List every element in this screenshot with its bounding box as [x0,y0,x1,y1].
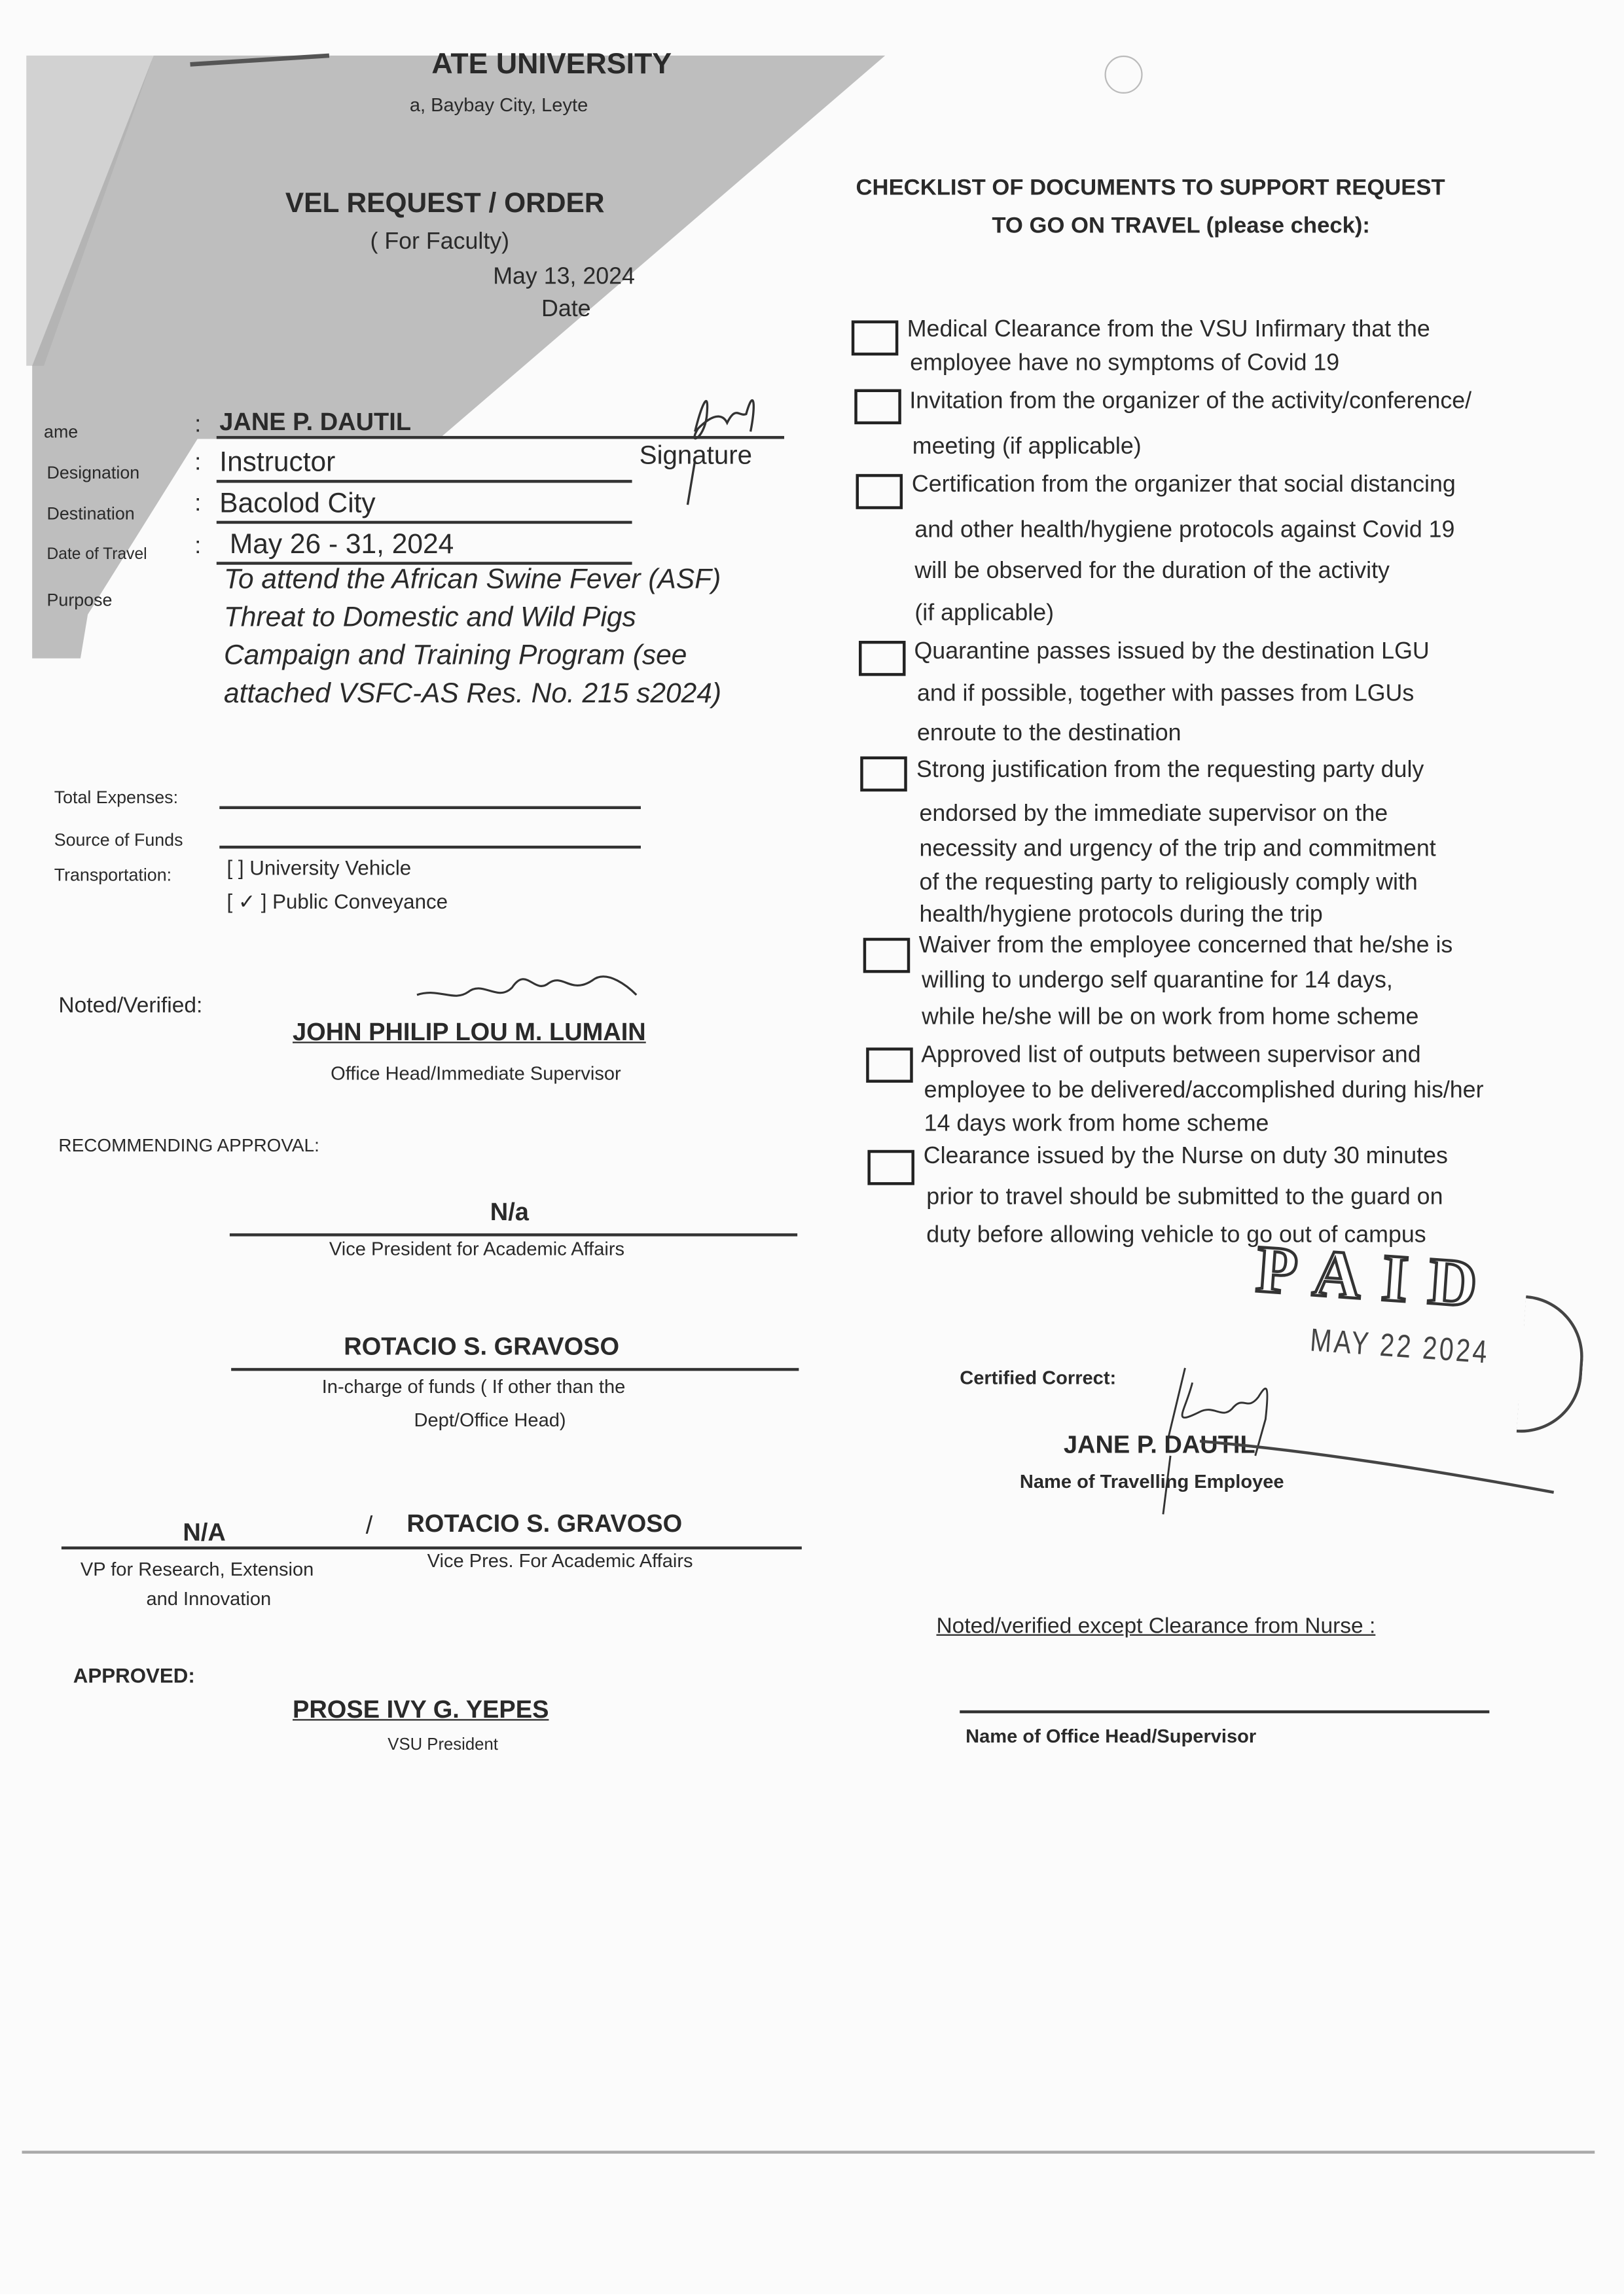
vpre-name: N/A [183,1519,226,1547]
checklist-checkbox[interactable] [868,1150,915,1185]
approved-label: APPROVED: [73,1663,195,1688]
destination-label: Destination [46,503,135,524]
destination-value: Bacolod City [219,488,376,520]
checklist-item-text: 14 days work from home scheme [924,1111,1269,1137]
checklist-item-text: Strong justification from the requesting party duly [916,757,1424,783]
checklist-item-text: Medical Clearance from the VSU Infirmary that the [907,317,1430,343]
checklist-item-text: and other health/hygiene protocols against Covid 19 [914,518,1455,543]
president-name: PROSE IVY G. YEPES [293,1695,549,1724]
vpaa-line [230,1233,797,1236]
signature-label: Signature [639,440,752,470]
request-date: May 13, 2024 [493,264,635,290]
vpaa-name: N/a [490,1198,529,1227]
designation-value: Instructor [219,447,336,479]
stamp-word: PAID [1254,1231,1500,1323]
checklist-checkbox[interactable] [854,389,901,425]
form-subtitle: ( For Faculty) [370,229,510,255]
paid-stamp [1235,1231,1591,1434]
checklist-item-text: employee have no symptoms of Covid 19 [910,351,1340,376]
funds-line [231,1368,799,1371]
checklist-checkbox[interactable] [856,474,903,509]
purpose-line: attached VSFC-AS Res. No. 215 s2024) [223,679,722,710]
checklist-item-text: Waiver from the employee concerned that he/she is [918,933,1453,958]
certified-correct-label: Certified Correct: [960,1366,1117,1389]
supervisor-name: JOHN PHILIP LOU M. LUMAIN [293,1018,646,1047]
checklist-title: TO GO ON TRAVEL (please check): [992,213,1370,239]
date-of-travel-colon: : [194,533,202,559]
destination-line [217,521,632,524]
checklist-checkbox[interactable] [865,1047,912,1083]
checklist-item-text: enroute to the destination [916,721,1182,746]
destination-colon: : [194,491,202,516]
checklist-item-text: and if possible, together with passes from LGUs [916,681,1415,707]
checklist-title: CHECKLIST OF DOCUMENTS TO SUPPORT REQUEST [856,175,1445,201]
checklist-item-text: endorsed by the immediate supervisor on the [919,801,1388,827]
recommending-approval-label: RECOMMENDING APPROVAL: [58,1135,319,1156]
checklist-item-text: Approved list of outputs between supervisor and [921,1043,1421,1068]
supervisor-title: Office Head/Immediate Supervisor [331,1062,621,1085]
checklist-item-text: Invitation from the organizer of the activity/conference/ [909,389,1472,414]
funds-title: Dept/Office Head) [414,1409,566,1431]
checklist-item-text: employee to be delivered/accomplished during his/her [924,1078,1484,1104]
checklist-item-text: health/hygiene protocols during the trip [919,903,1323,928]
travelling-employee-name: JANE P. DAUTIL [1063,1430,1255,1459]
vpre-title: and Innovation [146,1587,272,1610]
president-title: VSU President [388,1737,498,1754]
purpose-line: Campaign and Training Program (see [223,640,687,672]
checklist-item-text: prior to travel should be submitted to the guard on [926,1185,1443,1210]
date-of-travel-label: Date of Travel [46,545,147,564]
name-colon: : [194,412,202,438]
funds-title: In-charge of funds ( If other than the [321,1375,626,1398]
checklist-checkbox[interactable] [863,938,911,973]
name-value: JANE P. DAUTIL [219,408,412,437]
funds-incharge-name: ROTACIO S. GRAVOSO [344,1333,620,1361]
travelling-employee-title: Name of Travelling Employee [1019,1470,1284,1492]
purpose-line: To attend the African Swine Fever (ASF) [223,564,721,596]
option-label: University Vehicle [249,856,412,880]
vp-line [62,1547,802,1549]
checklist-item-text: (if applicable) [914,601,1055,626]
noted-except-label: Noted/verified except Clearance from Nurse : [936,1614,1376,1639]
name-label: ame [44,421,79,443]
source-of-funds-label: Source of Funds [54,829,183,850]
checkbox-mark: [ ] [226,856,244,880]
logo-mark [1105,56,1143,94]
checklist-item-text: of the requesting party to religiously comply with [919,870,1418,895]
office-head-line [960,1710,1489,1713]
checklist-item-text: Certification from the organizer that social distancing [911,472,1456,497]
checklist-item-text: meeting (if applicable) [912,434,1142,460]
date-label: Date [541,297,591,322]
checklist-item-text: duty before allowing vehicle to go out of campus [926,1223,1426,1248]
checklist-item-text: Clearance issued by the Nurse on duty 30 minutes [923,1144,1448,1169]
total-expenses-label: Total Expenses: [54,787,179,808]
checklist-checkbox[interactable] [861,757,908,792]
transportation-label: Transportation: [54,864,172,886]
checklist-item-text: Quarantine passes issued by the destination LGU [914,639,1430,664]
checklist-item-text: willing to undergo self quarantine for 14 days, [922,968,1393,994]
transport-option-university-vehicle[interactable] [226,858,411,878]
noted-verified-label: Noted/Verified: [58,993,203,1019]
date-of-travel-value: May 26 - 31, 2024 [229,530,454,561]
checklist-checkbox[interactable] [852,320,899,355]
stamp-date: MAY 22 2024 [1308,1321,1491,1371]
purpose-line: Threat to Domestic and Wild Pigs [223,602,636,634]
designation-label: Designation [46,462,140,483]
form-title: VEL REQUEST / ORDER [285,189,605,220]
checklist-item-text: will be observed for the duration of the activity [914,558,1390,584]
vpaa2-title: Vice Pres. For Academic Affairs [427,1549,693,1572]
university-address: a, Baybay City, Leyte [409,94,588,116]
designation-colon: : [194,450,202,476]
option-label: Public Conveyance [272,889,448,913]
purpose-label: Purpose [46,589,113,611]
checkbox-mark: [ ✓ ] [226,889,267,913]
transport-option-public-conveyance[interactable] [226,891,448,911]
vpre-title: VP for Research, Extension [80,1558,314,1580]
scan-edge-line [22,2151,1595,2154]
checklist-checkbox[interactable] [859,641,906,676]
office-head-title: Name of Office Head/Supervisor [965,1725,1257,1747]
total-expenses-line [219,806,641,809]
university-name: ATE UNIVERSITY [431,48,672,81]
stamp-arc [1517,1295,1587,1437]
checklist-item-text: while he/she will be on work from home scheme [922,1005,1419,1030]
supervisor-signature [410,951,644,1024]
checklist-item-text: necessity and urgency of the trip and commitment [919,837,1436,862]
vpaa-title: Vice President for Academic Affairs [329,1237,625,1260]
source-of-funds-line [219,846,641,848]
vpaa2-name: ROTACIO S. GRAVOSO [406,1509,683,1538]
date-of-travel-line [217,562,632,564]
slash-separator: / [365,1511,373,1540]
designation-line [217,480,632,482]
